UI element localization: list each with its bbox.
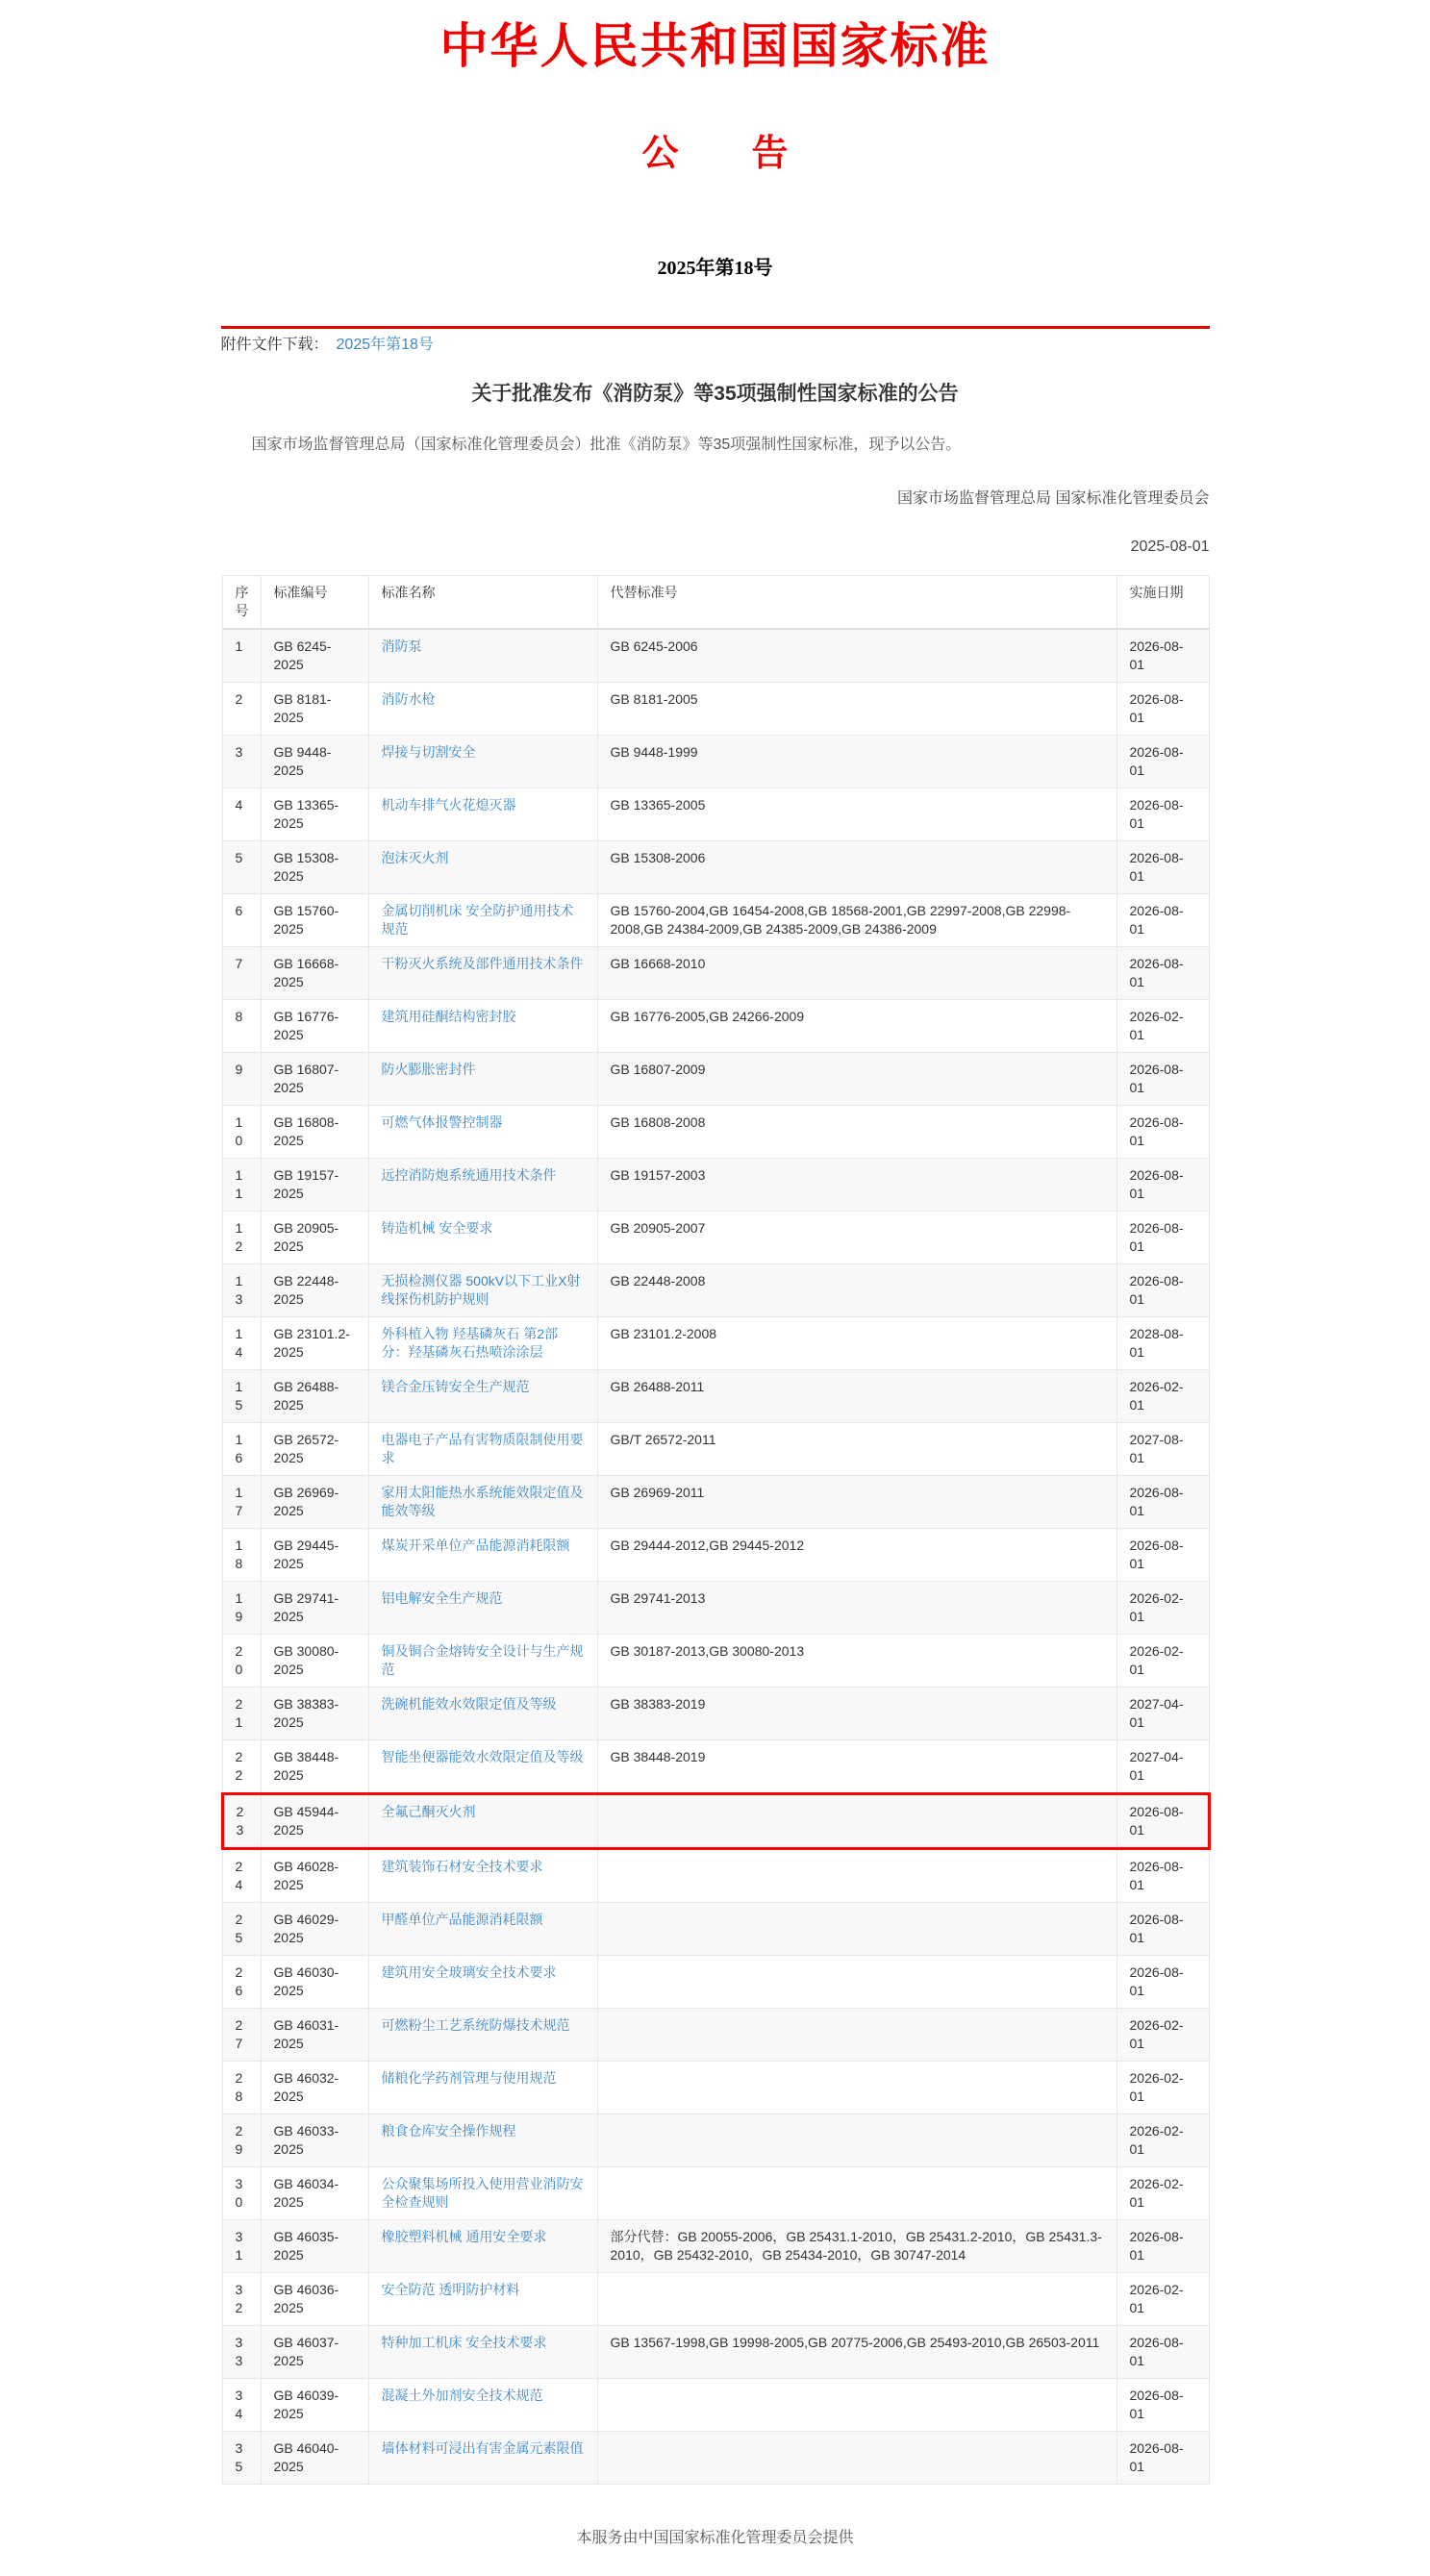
cell-impl-date: 2027-04-01 — [1116, 1740, 1209, 1794]
standard-name-link[interactable]: 镁合金压铸安全生产规范 — [381, 1379, 530, 1395]
standard-name-link[interactable]: 储粮化学药剂管理与使用规范 — [381, 2070, 557, 2087]
table-row — [222, 1903, 1209, 1956]
cell-standard-code: GB 16668-2025 — [261, 947, 368, 1000]
cell-standard-name — [368, 2432, 597, 2485]
cell-replaced-codes: GB 22448-2008 — [597, 1264, 1116, 1317]
cell-impl-date: 2027-08-01 — [1116, 1423, 1209, 1476]
cell-index: 33 — [222, 2326, 261, 2379]
cell-impl-date: 2026-08-01 — [1116, 1264, 1209, 1317]
cell-standard-name — [368, 1688, 597, 1740]
cell-replaced-codes — [597, 2167, 1116, 2220]
cell-replaced-codes: GB 16807-2009 — [597, 1053, 1116, 1106]
cell-replaced-codes — [597, 1849, 1116, 1903]
cell-index: 6 — [222, 894, 261, 947]
cell-index: 3 — [222, 736, 261, 788]
cell-replaced-codes: GB 38383-2019 — [597, 1688, 1116, 1740]
cell-impl-date: 2026-08-01 — [1116, 894, 1209, 947]
standards-table — [221, 575, 1211, 2485]
cell-replaced-codes: GB 26488-2011 — [597, 1370, 1116, 1423]
cell-standard-name — [368, 629, 597, 683]
standard-name-link[interactable]: 洗碗机能效水效限定值及等级 — [381, 1696, 557, 1713]
cell-impl-date: 2027-04-01 — [1116, 1688, 1209, 1740]
cell-standard-code: GB 46039-2025 — [261, 2379, 368, 2432]
cell-index: 24 — [222, 1849, 261, 1903]
standard-name-link[interactable]: 远控消防炮系统通用技术条件 — [381, 1167, 557, 1184]
cell-index: 23 — [222, 1794, 261, 1849]
cell-standard-code: GB 29445-2025 — [261, 1529, 368, 1582]
cell-replaced-codes — [597, 2114, 1116, 2167]
cell-replaced-codes: GB 20905-2007 — [597, 1212, 1116, 1264]
cell-impl-date: 2026-08-01 — [1116, 788, 1209, 841]
cell-standard-code: GB 16808-2025 — [261, 1106, 368, 1159]
cell-impl-date: 2026-08-01 — [1116, 1476, 1209, 1529]
table-row — [222, 1529, 1209, 1582]
table-row — [222, 1106, 1209, 1159]
cell-standard-name — [368, 2009, 597, 2062]
cell-index: 25 — [222, 1903, 261, 1956]
cell-index: 35 — [222, 2432, 261, 2485]
table-row — [222, 1849, 1209, 1903]
cell-standard-code: GB 46037-2025 — [261, 2326, 368, 2379]
cell-impl-date: 2026-02-01 — [1116, 2114, 1209, 2167]
cell-replaced-codes — [597, 2432, 1116, 2485]
cell-impl-date: 2026-08-01 — [1116, 1106, 1209, 1159]
standard-name-link[interactable]: 甲醛单位产品能源消耗限额 — [381, 1912, 543, 1928]
cell-standard-code: GB 46033-2025 — [261, 2114, 368, 2167]
cell-impl-date: 2026-08-01 — [1116, 841, 1209, 894]
cell-standard-name — [368, 736, 597, 788]
attachment-download-link[interactable]: 2025年第18号 — [336, 337, 434, 354]
cell-standard-name — [368, 841, 597, 894]
cell-standard-code: GB 15760-2025 — [261, 894, 368, 947]
standard-name-link[interactable]: 铸造机械 安全要求 — [381, 1220, 493, 1237]
cell-replaced-codes: GB 16808-2008 — [597, 1106, 1116, 1159]
table-row — [222, 2167, 1209, 2220]
table-row — [222, 1688, 1209, 1740]
standard-name-link[interactable]: 防火膨胀密封件 — [381, 1062, 476, 1078]
cell-replaced-codes: GB 6245-2006 — [597, 629, 1116, 683]
cell-index: 9 — [222, 1053, 261, 1106]
cell-impl-date: 2026-08-01 — [1116, 2326, 1209, 2379]
cell-replaced-codes — [597, 1956, 1116, 2009]
cell-standard-name — [368, 1582, 597, 1635]
cell-standard-name — [368, 683, 597, 736]
cell-replaced-codes — [597, 2062, 1116, 2114]
standard-name-link[interactable]: 建筑用硅酮结构密封胶 — [381, 1009, 516, 1025]
cell-impl-date: 2026-08-01 — [1116, 1212, 1209, 1264]
cell-index: 18 — [222, 1529, 261, 1582]
standard-name-link[interactable]: 电器电子产品有害物质限制使用要求 — [381, 1432, 584, 1466]
cell-index: 29 — [222, 2114, 261, 2167]
cell-index: 8 — [222, 1000, 261, 1053]
table-row — [222, 1212, 1209, 1264]
cell-standard-code: GB 15308-2025 — [261, 841, 368, 894]
cell-index: 34 — [222, 2379, 261, 2432]
cell-standard-code: GB 19157-2025 — [261, 1159, 368, 1212]
cell-standard-name — [368, 2326, 597, 2379]
cell-standard-code: GB 13365-2025 — [261, 788, 368, 841]
cell-replaced-codes: GB 29444-2012,GB 29445-2012 — [597, 1529, 1116, 1582]
table-row — [222, 1317, 1209, 1370]
cell-impl-date: 2026-02-01 — [1116, 1582, 1209, 1635]
cell-impl-date: 2026-08-01 — [1116, 1849, 1209, 1903]
cell-standard-code: GB 29741-2025 — [261, 1582, 368, 1635]
cell-replaced-codes — [597, 1903, 1116, 1956]
cell-standard-code: GB 45944-2025 — [261, 1794, 368, 1849]
cell-replaced-codes: GB 8181-2005 — [597, 683, 1116, 736]
table-row — [222, 2062, 1209, 2114]
issue-date: 2025-08-01 — [1130, 538, 1210, 556]
cell-replaced-codes: GB 16668-2010 — [597, 947, 1116, 1000]
standard-name-link[interactable]: 泡沫灭火剂 — [381, 850, 449, 866]
standard-name-link[interactable]: 混凝土外加剂安全技术规范 — [381, 2388, 543, 2404]
notice-body: 国家市场监督管理总局（国家标准化管理委员会）批准《消防泵》等35项强制性国家标准，现予以公告。 — [251, 437, 962, 454]
cell-standard-name — [368, 788, 597, 841]
cell-standard-name — [368, 894, 597, 947]
standard-name-link[interactable]: 消防水枪 — [381, 691, 436, 708]
cell-impl-date: 2026-08-01 — [1116, 2220, 1209, 2273]
cell-index: 7 — [222, 947, 261, 1000]
standard-name-link[interactable]: 金属切削机床 安全防护通用技术规范 — [381, 903, 574, 938]
cell-impl-date: 2026-08-01 — [1116, 1956, 1209, 2009]
table-row — [222, 736, 1209, 788]
standard-name-link[interactable]: 安全防范 透明防护材料 — [381, 2282, 520, 2298]
cell-impl-date: 2026-02-01 — [1116, 1635, 1209, 1688]
cell-replaced-codes — [597, 2009, 1116, 2062]
cell-standard-code: GB 46031-2025 — [261, 2009, 368, 2062]
cell-standard-name — [368, 1159, 597, 1212]
standard-name-link[interactable]: 干粉灭火系统及部件通用技术条件 — [381, 956, 584, 972]
standard-name-link[interactable]: 铜及铜合金熔铸安全设计与生产规范 — [381, 1643, 584, 1678]
cell-replaced-codes: GB 9448-1999 — [597, 736, 1116, 788]
cell-standard-code: GB 6245-2025 — [261, 629, 368, 683]
cell-standard-code: GB 16776-2025 — [261, 1000, 368, 1053]
table-row — [222, 1370, 1209, 1423]
header-standard-code: 标准编号 — [261, 576, 368, 630]
cell-standard-code: GB 46029-2025 — [261, 1903, 368, 1956]
table-row — [222, 2273, 1209, 2326]
cell-standard-name — [368, 2379, 597, 2432]
cell-index: 27 — [222, 2009, 261, 2062]
cell-impl-date: 2026-08-01 — [1116, 629, 1209, 683]
cell-index: 20 — [222, 1635, 261, 1688]
cell-impl-date: 2026-02-01 — [1116, 1370, 1209, 1423]
cell-standard-code: GB 22448-2025 — [261, 1264, 368, 1317]
cell-index: 22 — [222, 1740, 261, 1794]
cell-index: 14 — [222, 1317, 261, 1370]
cell-standard-code: GB 26969-2025 — [261, 1476, 368, 1529]
notice-title: 关于批准发布《消防泵》等35项强制性国家标准的公告 — [471, 383, 959, 406]
cell-index: 16 — [222, 1423, 261, 1476]
standard-name-link[interactable]: 墙体材料可浸出有害金属元素限值 — [381, 2440, 584, 2457]
table-row — [222, 1264, 1209, 1317]
cell-standard-name — [368, 1740, 597, 1794]
cell-replaced-codes: GB 29741-2013 — [597, 1582, 1116, 1635]
table-row — [222, 788, 1209, 841]
cell-index: 1 — [222, 629, 261, 683]
cell-index: 5 — [222, 841, 261, 894]
cell-standard-name — [368, 1903, 597, 1956]
cell-standard-name — [368, 1212, 597, 1264]
table-row — [222, 894, 1209, 947]
header-replaced-codes: 代替标准号 — [597, 576, 1116, 630]
standard-name-link[interactable]: 铝电解安全生产规范 — [381, 1590, 503, 1607]
cell-impl-date: 2026-02-01 — [1116, 2167, 1209, 2220]
table-row — [222, 947, 1209, 1000]
cell-index: 13 — [222, 1264, 261, 1317]
table-row — [222, 2009, 1209, 2062]
table-row — [222, 2379, 1209, 2432]
cell-replaced-codes: GB/T 26572-2011 — [597, 1423, 1116, 1476]
cell-index: 28 — [222, 2062, 261, 2114]
cell-replaced-codes: GB 23101.2-2008 — [597, 1317, 1116, 1370]
header-index: 序号 — [222, 576, 261, 630]
cell-standard-name — [368, 1529, 597, 1582]
cell-index: 15 — [222, 1370, 261, 1423]
table-row — [222, 683, 1209, 736]
cell-standard-code: GB 30080-2025 — [261, 1635, 368, 1688]
cell-impl-date: 2026-08-01 — [1116, 683, 1209, 736]
cell-impl-date: 2026-02-01 — [1116, 2273, 1209, 2326]
standard-name-link[interactable]: 无损检测仪器 500kV以下工业X射线探伤机防护规则 — [381, 1273, 581, 1308]
cell-standard-name — [368, 1794, 597, 1849]
cell-index: 31 — [222, 2220, 261, 2273]
cell-standard-name — [368, 1956, 597, 2009]
table-row — [222, 2220, 1209, 2273]
cell-impl-date: 2026-08-01 — [1116, 2432, 1209, 2485]
cell-replaced-codes: GB 13365-2005 — [597, 788, 1116, 841]
cell-replaced-codes: GB 26969-2011 — [597, 1476, 1116, 1529]
cell-index: 10 — [222, 1106, 261, 1159]
cell-standard-name — [368, 1370, 597, 1423]
standards-table-body — [222, 629, 1209, 2485]
standard-name-link[interactable]: 粮食仓库安全操作规程 — [381, 2123, 516, 2139]
attachment-label: 附件文件下载： — [220, 337, 329, 354]
standard-name-link[interactable]: 煤炭开采单位产品能源消耗限额 — [381, 1538, 570, 1554]
red-divider-line — [221, 326, 1210, 329]
cell-standard-code: GB 46040-2025 — [261, 2432, 368, 2485]
cell-impl-date: 2026-08-01 — [1116, 1794, 1209, 1849]
issuer-line: 国家市场监督管理总局 国家标准化管理委员会 — [897, 490, 1210, 508]
header-standard-name: 标准名称 — [368, 576, 597, 630]
cell-standard-name — [368, 1476, 597, 1529]
table-row — [222, 2114, 1209, 2167]
cell-standard-code: GB 46032-2025 — [261, 2062, 368, 2114]
cell-index: 26 — [222, 1956, 261, 2009]
cell-index: 19 — [222, 1582, 261, 1635]
cell-replaced-codes: GB 30187-2013,GB 30080-2013 — [597, 1635, 1116, 1688]
cell-impl-date: 2026-02-01 — [1116, 1000, 1209, 1053]
cell-standard-name — [368, 1317, 597, 1370]
standard-name-link[interactable]: 家用太阳能热水系统能效限定值及能效等级 — [381, 1485, 584, 1519]
standard-name-link[interactable]: 机动车排气火花熄灭器 — [381, 797, 516, 813]
standard-name-link[interactable]: 公众聚集场所投入使用营业消防安全检查规则 — [381, 2176, 584, 2211]
cell-index: 30 — [222, 2167, 261, 2220]
cell-impl-date: 2026-08-01 — [1116, 1529, 1209, 1582]
standard-name-link[interactable]: 特种加工机床 安全技术要求 — [381, 2335, 547, 2351]
cell-standard-name — [368, 1849, 597, 1903]
table-row — [222, 1423, 1209, 1476]
cell-index: 17 — [222, 1476, 261, 1529]
standard-name-link[interactable]: 可燃粉尘工艺系统防爆技术规范 — [381, 2017, 570, 2034]
cell-standard-name — [368, 1000, 597, 1053]
cell-impl-date: 2026-08-01 — [1116, 2379, 1209, 2432]
cell-standard-code: GB 8181-2025 — [261, 683, 368, 736]
header-row — [222, 576, 1209, 630]
content-area — [221, 326, 1210, 2485]
cell-index: 11 — [222, 1159, 261, 1212]
table-row — [222, 1635, 1209, 1688]
standard-name-link[interactable]: 建筑装饰石材安全技术要求 — [381, 1859, 543, 1875]
cell-standard-code: GB 46035-2025 — [261, 2220, 368, 2273]
cell-standard-code: GB 46028-2025 — [261, 1849, 368, 1903]
cell-standard-code: GB 46034-2025 — [261, 2167, 368, 2220]
cell-replaced-codes — [597, 1794, 1116, 1849]
footer-note: 本服务由中国国家标准化管理委员会提供 — [576, 2530, 854, 2547]
cell-index: 2 — [222, 683, 261, 736]
cell-standard-name — [368, 947, 597, 1000]
cell-replaced-codes: GB 15308-2006 — [597, 841, 1116, 894]
table-row — [222, 1053, 1209, 1106]
standard-name-link[interactable]: 可燃气体报警控制器 — [381, 1114, 503, 1131]
table-row — [222, 1000, 1209, 1053]
table-row — [222, 1794, 1209, 1849]
cell-impl-date: 2028-08-01 — [1116, 1317, 1209, 1370]
cell-standard-name — [368, 1635, 597, 1688]
header-impl-date: 实施日期 — [1116, 576, 1209, 630]
cell-standard-name — [368, 2273, 597, 2326]
cell-standard-code: GB 26572-2025 — [261, 1423, 368, 1476]
cell-index: 4 — [222, 788, 261, 841]
cell-standard-code: GB 38448-2025 — [261, 1740, 368, 1794]
table-row — [222, 1159, 1209, 1212]
cell-impl-date: 2026-08-01 — [1116, 736, 1209, 788]
table-row — [222, 629, 1209, 683]
cell-impl-date: 2026-08-01 — [1116, 1903, 1209, 1956]
cell-standard-code: GB 23101.2-2025 — [261, 1317, 368, 1370]
standard-name-link[interactable]: 全氟己酮灭火剂 — [381, 1804, 476, 1820]
page-title: 中华人民共和国国家标准 — [439, 19, 991, 73]
standard-name-link[interactable]: 智能坐便器能效水效限定值及等级 — [381, 1749, 584, 1765]
cell-impl-date: 2026-02-01 — [1116, 2062, 1209, 2114]
cell-standard-name — [368, 1423, 597, 1476]
cell-impl-date: 2026-08-01 — [1116, 947, 1209, 1000]
cell-standard-name — [368, 2114, 597, 2167]
cell-impl-date: 2026-08-01 — [1116, 1159, 1209, 1212]
standard-name-link[interactable]: 消防泵 — [381, 638, 422, 655]
cell-standard-code: GB 38383-2025 — [261, 1688, 368, 1740]
cell-index: 21 — [222, 1688, 261, 1740]
cell-standard-name — [368, 1264, 597, 1317]
cell-replaced-codes: GB 15760-2004,GB 16454-2008,GB 18568-2001,GB 22997-2008,GB 22998-2008,GB 24384-2009,GB 24385-2009,GB 24386-2009 — [597, 894, 1116, 947]
cell-replaced-codes: 部分代替：GB 20055-2006，GB 25431.1-2010，GB 25431.2-2010，GB 25431.3-2010，GB 25432-2010，GB 25434-2010，GB 30747-2014 — [597, 2220, 1116, 2273]
cell-index: 12 — [222, 1212, 261, 1264]
cell-index: 32 — [222, 2273, 261, 2326]
cell-standard-code: GB 26488-2025 — [261, 1370, 368, 1423]
cell-replaced-codes: GB 19157-2003 — [597, 1159, 1116, 1212]
cell-standard-code: GB 46036-2025 — [261, 2273, 368, 2326]
cell-replaced-codes — [597, 2273, 1116, 2326]
cell-replaced-codes: GB 38448-2019 — [597, 1740, 1116, 1794]
table-row — [222, 2326, 1209, 2379]
cell-standard-name — [368, 2167, 597, 2220]
table-row — [222, 1476, 1209, 1529]
cell-standard-name — [368, 2062, 597, 2114]
standard-name-link[interactable]: 橡胶塑料机械 通用安全要求 — [381, 2229, 547, 2245]
cell-standard-code: GB 46030-2025 — [261, 1956, 368, 2009]
attachment-row — [221, 334, 1210, 357]
page-subtitle: 公 告 — [641, 133, 789, 174]
table-row — [222, 1582, 1209, 1635]
cell-standard-code: GB 9448-2025 — [261, 736, 368, 788]
cell-replaced-codes: GB 13567-1998,GB 19998-2005,GB 20775-2006,GB 25493-2010,GB 26503-2011 — [597, 2326, 1116, 2379]
cell-impl-date: 2026-02-01 — [1116, 2009, 1209, 2062]
table-row — [222, 1740, 1209, 1794]
cell-standard-name — [368, 1053, 597, 1106]
table-row — [222, 841, 1209, 894]
issue-number: 2025年第18号 — [657, 258, 773, 280]
cell-standard-code: GB 20905-2025 — [261, 1212, 368, 1264]
cell-standard-name — [368, 2220, 597, 2273]
cell-standard-name — [368, 1106, 597, 1159]
table-row — [222, 1956, 1209, 2009]
cell-impl-date: 2026-08-01 — [1116, 1053, 1209, 1106]
standard-name-link[interactable]: 外科植入物 羟基磷灰石 第2部分：羟基磷灰石热喷涂涂层 — [381, 1326, 559, 1361]
cell-standard-code: GB 16807-2025 — [261, 1053, 368, 1106]
standard-name-link[interactable]: 建筑用安全玻璃安全技术要求 — [381, 1964, 557, 1981]
standard-name-link[interactable]: 焊接与切割安全 — [381, 744, 476, 761]
standards-table-header — [222, 576, 1209, 630]
cell-replaced-codes — [597, 2379, 1116, 2432]
cell-replaced-codes: GB 16776-2005,GB 24266-2009 — [597, 1000, 1116, 1053]
table-row — [222, 2432, 1209, 2485]
